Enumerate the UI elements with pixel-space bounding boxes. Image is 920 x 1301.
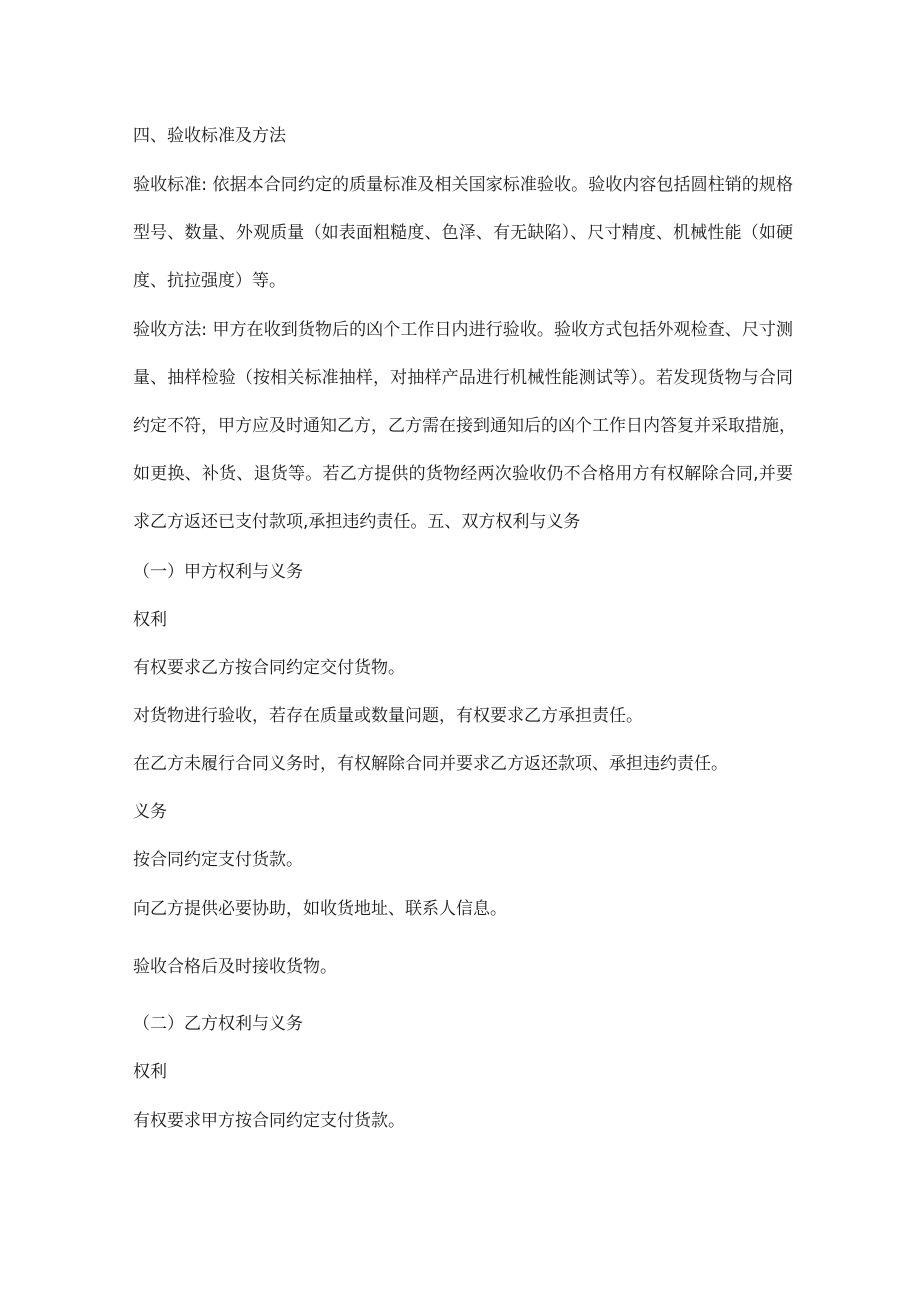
party-b-heading: （二）乙方权利与义务 (133, 1014, 303, 1034)
party-a-obligation-2: 向乙方提供必要协助，如收货地址、联系人信息。 (133, 899, 507, 919)
acceptance-standard-line-1: 验收标准: 依据本合同约定的质量标准及相关国家标准验收。验收内容包括圆柱销的规格 (133, 175, 793, 195)
acceptance-standard-line-3: 度、抗拉强度）等。 (133, 271, 286, 291)
acceptance-method-line-1: 验收方法: 甲方在收到货物后的凶个工作日内进行验收。验收方式包括外观检查、尺寸测 (133, 320, 793, 340)
acceptance-method-line-5: 求乙方返还已支付款项,承担违约责任。五、双方权利与义务 (133, 512, 581, 532)
acceptance-method-line-3: 约定不符，甲方应及时通知乙方，乙方需在接到通知后的凶个工作日内答复并采取措施， (133, 416, 796, 436)
section-heading-acceptance: 四、验收标准及方法 (133, 126, 286, 146)
party-b-rights-label: 权利 (133, 1062, 167, 1082)
party-a-rights-label: 权利 (133, 610, 167, 630)
acceptance-standard-line-2: 型号、数量、外观质量（如表面粗糙度、色泽、有无缺陷）、尺寸精度、机械性能（如硬 (133, 223, 793, 243)
acceptance-method-line-2: 量、抽样检验（按相关标准抽样，对抽样产品进行机械性能测试等）。若发现货物与合同 (133, 368, 793, 388)
party-a-right-2: 对货物进行验收，若存在质量或数量问题，有权要求乙方承担责任。 (133, 706, 643, 726)
party-a-obligation-3: 验收合格后及时接收货物。 (133, 957, 337, 977)
party-b-right-1: 有权要求甲方按合同约定支付货款。 (133, 1111, 405, 1131)
party-a-heading: （一）甲方权利与义务 (133, 562, 303, 582)
acceptance-method-line-4: 如更换、补货、退货等。若乙方提供的货物经两次验收仍不合格用方有权解除合同,并要 (133, 464, 793, 484)
party-a-right-1: 有权要求乙方按合同约定交付货物。 (133, 658, 405, 678)
party-a-right-3: 在乙方未履行合同义务时，有权解除合同并要求乙方返还款项、承担违约责任。 (133, 754, 728, 774)
party-a-obligations-label: 义务 (133, 802, 167, 822)
party-a-obligation-1: 按合同约定支付货款。 (133, 850, 303, 870)
